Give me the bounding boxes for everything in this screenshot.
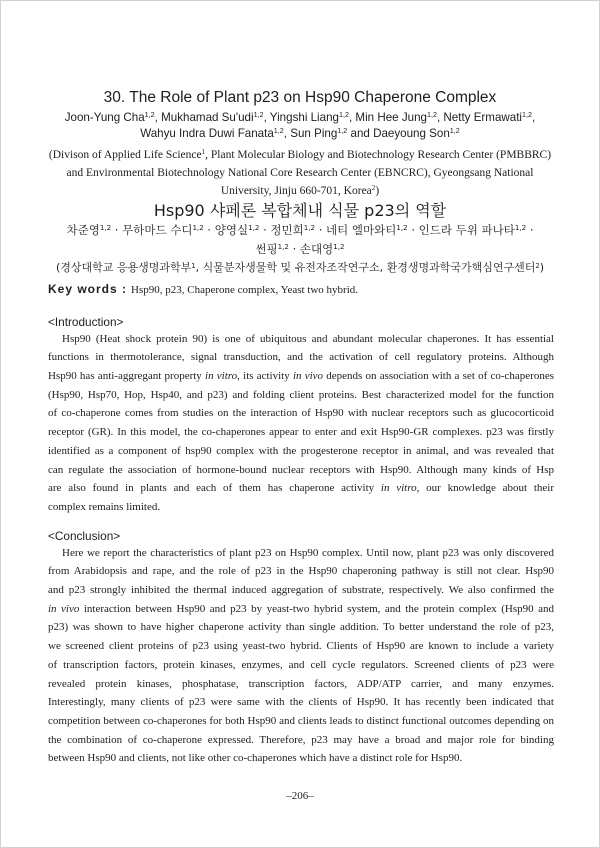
affiliation-superscript: 1,2 (99, 222, 112, 232)
text-run: are also found in plants and each of them has chaperone activity (48, 482, 381, 495)
paragraph-line (48, 600, 554, 619)
paragraph-line: of transcription factors, protein kinases, enzymes, and cell cycle regulators. Screened clients of p23 were (48, 658, 554, 671)
introduction-paragraph (48, 330, 554, 517)
author-line (1, 126, 599, 142)
affiliation-line: and Environmental Biotechnology National Core Research Center (EBNCRC), Gyeongsang National (66, 167, 534, 179)
conclusion-paragraph (48, 544, 554, 768)
paragraph-line: complex remains limited. (48, 500, 161, 513)
text-run: depends on association with a set of co-chaperones (323, 370, 554, 382)
author-list-korean (1, 221, 599, 259)
paragraph-line: Here we report the characteristics of plant p23 on Hsp90 complex. Until now, plant p23 was only discovered (62, 546, 554, 559)
keywords (48, 280, 358, 299)
text-run: Hsp90 has anti-aggregant property (48, 370, 206, 382)
section-heading-introduction: <Introduction> (48, 315, 124, 329)
affiliation-superscript: 1,2 (192, 222, 204, 232)
paragraph-line: and p23 strongly inhibited the thermal induced aggregation of substrate, respectively. We also confirmed the (48, 584, 554, 596)
affiliation-superscript: 1,2 (273, 126, 284, 136)
text-run: , our knowledge about their (416, 482, 554, 495)
affiliation-superscript: 1,2 (426, 110, 437, 120)
paragraph-line: receptor (GR). In this model, the co-chaperones appear to enter and exit Hsp90-GR complexes. p23 was firstly (48, 426, 554, 439)
affiliation-superscript: 2 (535, 261, 540, 270)
keywords-list: Hsp90, p23, Chaperone complex, Yeast two hybrid. (131, 284, 359, 296)
text-run: , (532, 111, 536, 124)
affiliation-superscript: 1,2 (253, 110, 264, 120)
text-run: (경상대학교 응용생명과학부 (55, 261, 192, 274)
text-run: , Yingshi Liang (263, 111, 339, 124)
text-run: ) (375, 185, 380, 197)
keywords-label: Key words : (48, 282, 128, 296)
text-run: , its activity (237, 370, 293, 382)
paragraph-line (48, 367, 554, 386)
text-run: , Min Hee Jung (348, 111, 427, 124)
affiliation-line (1, 259, 599, 277)
affiliation-english (1, 146, 599, 200)
affiliation-superscript: 1,2 (303, 222, 316, 232)
paper-title-korean: Hsp90 샤페론 복합체내 식물 p23의 역할 (153, 201, 447, 220)
paragraph-line (48, 479, 554, 498)
affiliation-superscript: 1,2 (396, 222, 408, 232)
italic-term: in vitro (380, 482, 417, 495)
paragraph-line: of co-chaperone comes from studies on the interaction of Hsp90 with nuclear receptors such as glucocorticoid (48, 407, 554, 420)
text-run: ) (539, 261, 545, 274)
affiliation-superscript: 1 (191, 261, 196, 270)
affiliation-superscript: 1,2 (449, 126, 460, 136)
text-run: · 정민희 (259, 222, 304, 237)
text-run: 썬핑 (255, 241, 278, 256)
paragraph-line: the combination of co-chaperone expressed. Therefore, p23 may have a broad and major role for binding (48, 733, 554, 746)
text-run: , Sun Ping (283, 127, 338, 140)
paragraph-line: (Hsp90, Hsp70, Hop, Hsp40, and p23) and folding client proteins. Best characterized model for the function (48, 388, 554, 401)
affiliation-superscript: 1,2 (337, 126, 348, 136)
author-list-english (1, 110, 599, 142)
text-run: · (526, 222, 534, 237)
paragraph-line: Interestingly, many clients of p23 were same with the clients of Hsp90. It has recently been indicated that (48, 696, 554, 709)
paragraph-line: functions in thermotolerance, signal transduction, and the activation of cell regulatory proteins. Although (48, 351, 554, 364)
text-run: , Mukhamad Su'udi (154, 111, 254, 124)
text-run: 차준영 (66, 222, 100, 237)
author-line (1, 240, 599, 259)
text-run: interaction between Hsp90 and p23 by yeast-two hybrid system, and the protein complex (Hsp90 and (79, 602, 554, 615)
paragraph-line: from Arabidopsis and rape, and the role of p23 in the Hsp90 chaperoning pathway is still not clear. Hsp90 (48, 565, 554, 578)
italic-term: in vivo (48, 602, 80, 615)
affiliation-superscript: 1 (201, 148, 206, 157)
text-run: , 식물분자생물학 및 유전자조작연구소, 환경생명과학국가핵심연구센터 (195, 261, 536, 274)
italic-term: in vitro (205, 370, 238, 382)
text-run: (Divison of Applied Life Science (48, 149, 202, 161)
affiliation-superscript: 2 (371, 184, 376, 193)
affiliation-line (1, 182, 599, 200)
text-run: and Daeyoung Son (347, 127, 450, 140)
paragraph-line: p23) was shown to have higher chaperone activity than single addition. To better understand the role of p23, (48, 621, 554, 634)
text-run: , Netty Ermawati (436, 111, 523, 124)
text-run: · 네티 엘마와티 (315, 222, 397, 237)
affiliation-superscript: 1,2 (333, 241, 345, 251)
page-number: –206– (286, 790, 314, 802)
text-run: Joon-Yung Cha (64, 111, 145, 124)
affiliation-superscript: 1,2 (277, 241, 289, 251)
author-line (1, 221, 599, 240)
paper-title: 30. The Role of Plant p23 on Hsp90 Chaperone Complex (103, 89, 497, 106)
affiliation-superscript: 1,2 (248, 222, 260, 232)
paragraph-line: Hsp90 (Heat shock protein 90) is one of ubiquitous and abundant molecular chaperones. It has essential (62, 332, 554, 345)
paragraph-line: competition between co-chaperones for both Hsp90 and clients leads to distinct functional outcomes depending on (48, 714, 554, 727)
text-run: · 양영실 (203, 222, 249, 237)
author-line (1, 110, 599, 126)
text-run: · 손대영 (288, 241, 334, 256)
paragraph-line: between Hsp90 and clients, not like other co-chaperones which have a distinct role for Hsp90. (48, 752, 463, 765)
text-run: · 인드라 두위 파나타 (407, 222, 515, 237)
paragraph-line: we screened client proteins of p23 using yeast-two hybrid. Clients of Hsp90 are known to include a variety (48, 640, 554, 653)
affiliation-superscript: 1,2 (338, 110, 349, 120)
affiliation-korean (1, 259, 599, 277)
text-run: Wahyu Indra Duwi Fanata (140, 127, 274, 140)
affiliation-superscript: 1,2 (514, 222, 527, 232)
text-run: University, Jinju 660-701, Korea (220, 185, 372, 197)
text-run: , Plant Molecular Biology and Biotechnology Research Center (PMBBRC) (205, 149, 552, 161)
affiliation-superscript: 1,2 (522, 110, 533, 120)
text-run: · 무하마드 수디 (111, 222, 193, 237)
affiliation-superscript: 1,2 (144, 110, 155, 120)
paragraph-line: identified as a component of hsp90 complex with the progesterone receptor in animal, and was revealed that (48, 444, 554, 457)
paragraph-line: can regulate the association of hormone-bound nuclear receptors with Hsp90. Although many kinds of Hsp (48, 463, 554, 476)
paragraph-line: revealed protein kinases, phosphatase, transcription factors, ADP/ATP carrier, and many enzymes. (48, 677, 554, 690)
affiliation-line (1, 146, 599, 164)
italic-term: in vivo (292, 370, 324, 382)
section-heading-conclusion: <Conclusion> (48, 529, 121, 543)
